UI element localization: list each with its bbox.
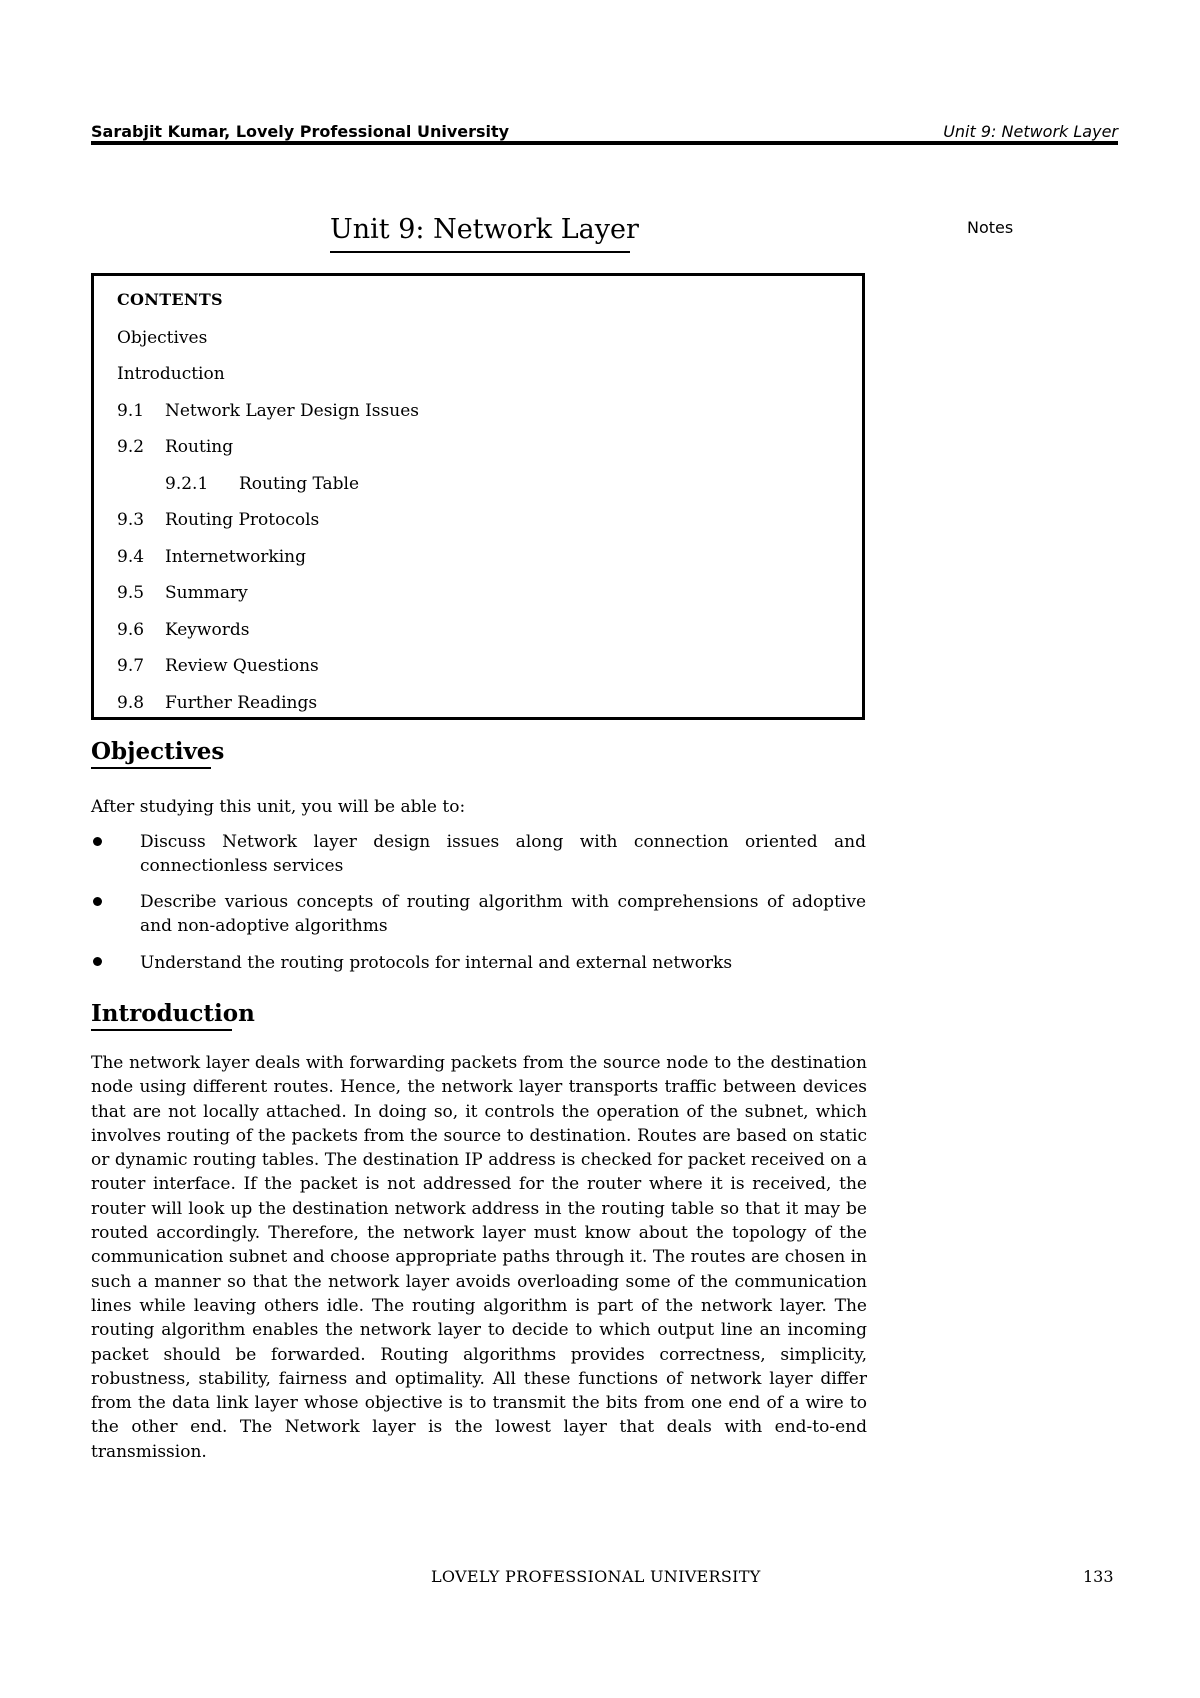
page-number: 133 (1083, 1567, 1114, 1586)
margin-notes-label: Notes (967, 218, 1014, 237)
contents-item-number: 9.2 (117, 437, 145, 457)
objective-bullet: Describe various concepts of routing algorithm with comprehensions of adoptive and non-adoptive algorithms (140, 892, 866, 936)
contents-item-number: 9.7 (117, 656, 145, 676)
contents-item-label: Review Questions (165, 656, 319, 676)
contents-item-number: 9.3 (117, 510, 145, 530)
contents-item-label: Routing Table (239, 474, 360, 494)
introduction-heading: Introduction (91, 1000, 255, 1027)
contents-item-label: Internetworking (165, 547, 307, 567)
header-rule (91, 141, 1118, 145)
page-title: Unit 9: Network Layer (330, 214, 639, 245)
introduction-heading-underline (91, 1029, 232, 1031)
contents-item-label: Routing Protocols (165, 510, 320, 530)
bullet-icon (93, 897, 102, 906)
contents-item-number: 9.2.1 (165, 474, 209, 494)
contents-item-number: 9.4 (117, 547, 145, 567)
footer-university: LOVELY PROFESSIONAL UNIVERSITY (431, 1567, 761, 1586)
objectives-heading: Objectives (91, 738, 225, 765)
contents-item-number: 9.6 (117, 620, 145, 640)
objectives-lead: After studying this unit, you will be able to: (91, 797, 466, 817)
running-header-unit: Unit 9: Network Layer (943, 122, 1118, 141)
contents-item-label: Objectives (117, 328, 208, 348)
contents-heading: CONTENTS (117, 290, 223, 309)
contents-item-label: Further Readings (165, 693, 318, 713)
objectives-heading-underline (91, 767, 211, 769)
title-underline (330, 251, 630, 253)
introduction-paragraph: The network layer deals with forwarding packets from the source node to the destination node using different routes. Hence, the network layer transports traffic between devices that are not locally attached. In doing so, it controls the operation of the subnet, which involves routing of the packets from the source to destination. Routes are based on static or dynamic routing tables. The destination IP address is checked for packet received on a router interface. If the packet is not addressed for the router where it is received, the router will look up the destination network address in the routing table so that it may be routed accordingly. Therefore, the network layer must know about the topology of the communication subnet and choose appropriate paths through it. The routes are chosen in such a manner so that the network layer avoids overloading some of the communication lines while leaving others idle. The routing algorithm is part of the network layer. The routing algorithm enables the network layer to decide to which output line an incoming packet should be forwarded. Routing algorithms provides correctness, simplicity, robustness, stability, fairness and optimality. All these functions of network layer differ from the data link layer whose objective is to transmit the bits from one end of a wire to the other end. The Network layer is the lowest layer that deals with end-to-end transmission. (91, 1053, 867, 1462)
contents-item-label: Network Layer Design Issues (165, 401, 419, 421)
contents-item-number: 9.1 (117, 401, 145, 421)
contents-item-label: Summary (165, 583, 248, 603)
contents-item-number: 9.5 (117, 583, 145, 603)
contents-item-number: 9.8 (117, 693, 145, 713)
contents-item-label: Keywords (165, 620, 250, 640)
bullet-icon (93, 837, 102, 846)
objective-bullet: Understand the routing protocols for internal and external networks (140, 953, 733, 973)
running-header-author: Sarabjit Kumar, Lovely Professional University (91, 122, 510, 141)
bullet-icon (93, 957, 102, 966)
contents-item-label: Introduction (117, 364, 225, 384)
objective-bullet: Discuss Network layer design issues along with connection oriented and connectionless services (140, 832, 866, 876)
contents-item-label: Routing (165, 437, 234, 457)
